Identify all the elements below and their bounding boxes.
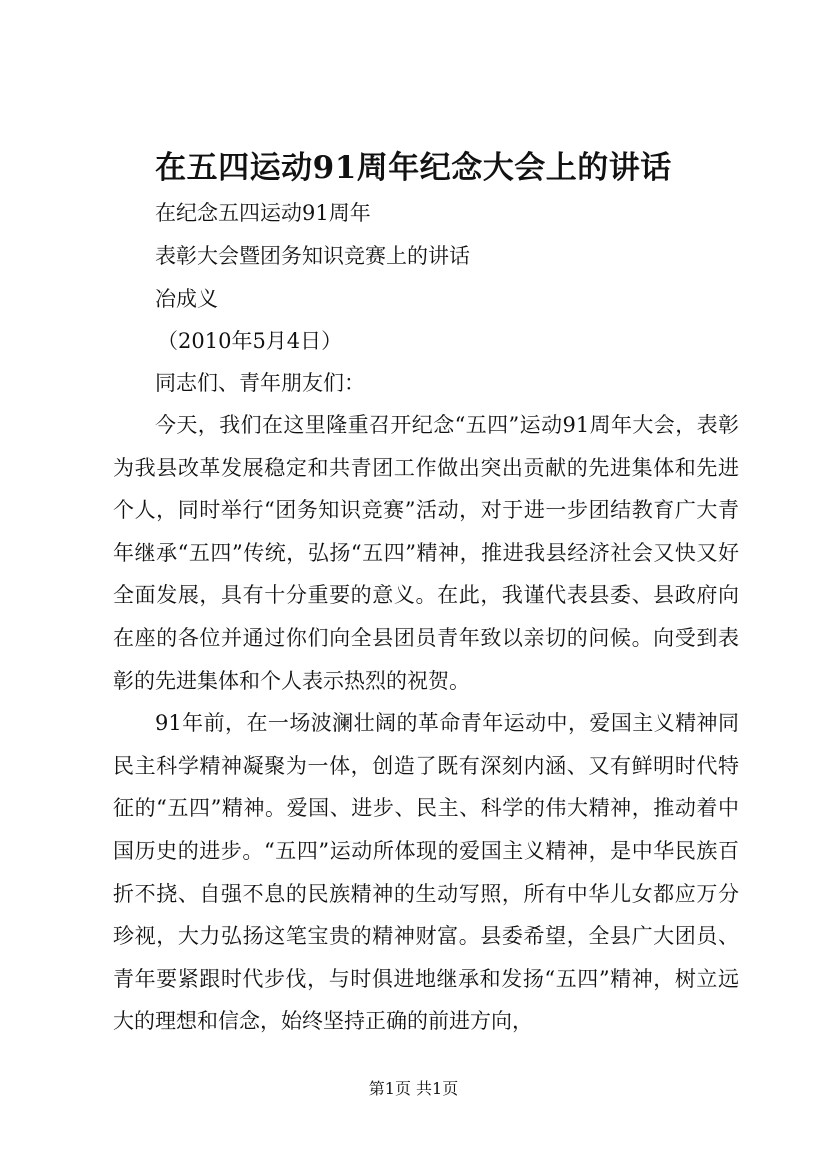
author-name: 冶成义 <box>155 287 218 311</box>
page-footer: 第1页 共1页 <box>368 1079 459 1098</box>
speech-body <box>113 404 739 1043</box>
speech-date: （2010年5月4日） <box>157 329 343 353</box>
salutation: 同志们、青年朋友们： <box>155 371 365 395</box>
paragraph-2: 91年前，在一场波澜壮阔的革命青年运动中，爱国主义精神同民主科学精神凝聚为一体，创造了既有深刻内涵、又有鲜明时代特征的“五四”精神。爱国、进步、民主、科学的伟大精神，推动着中国历史的进步。“五四”运动所体现的爱国主义精神，是中华民族百折不挠、自强不息的民族精神的生动写照，所有中华儿女都应万分珍视，大力弘扬这笔宝贵的精神财富。县委希望，全县广大团员、青年要紧跟时代步伐，与时俱进地继承和发扬“五四”精神，树立远大的理想和信念，始终坚持正确的前进方向， <box>113 711 739 1034</box>
paragraph-1: 今天，我们在这里隆重召开纪念“五四”运动91周年大会，表彰为我县改革发展稳定和共青团工作做出突出贡献的先进集体和先进个人，同时举行“团务知识竞赛”活动，对于进一步团结教育广大青年继承“五四”传统，弘扬“五四”精神，推进我县经济社会又快又好全面发展，具有十分重要的意义。在此，我谨代表县委、县政府向在座的各位并通过你们向全县团员青年致以亲切的问候。向受到表彰的先进集体和个人表示热烈的祝贺。 <box>113 413 739 693</box>
subtitle-line-1: 在纪念五四运动91周年 <box>155 201 371 225</box>
subtitle-line-2: 表彰大会暨团务知识竞赛上的讲话 <box>155 244 470 268</box>
document-title: 在五四运动91周年纪念大会上的讲话 <box>155 150 672 186</box>
